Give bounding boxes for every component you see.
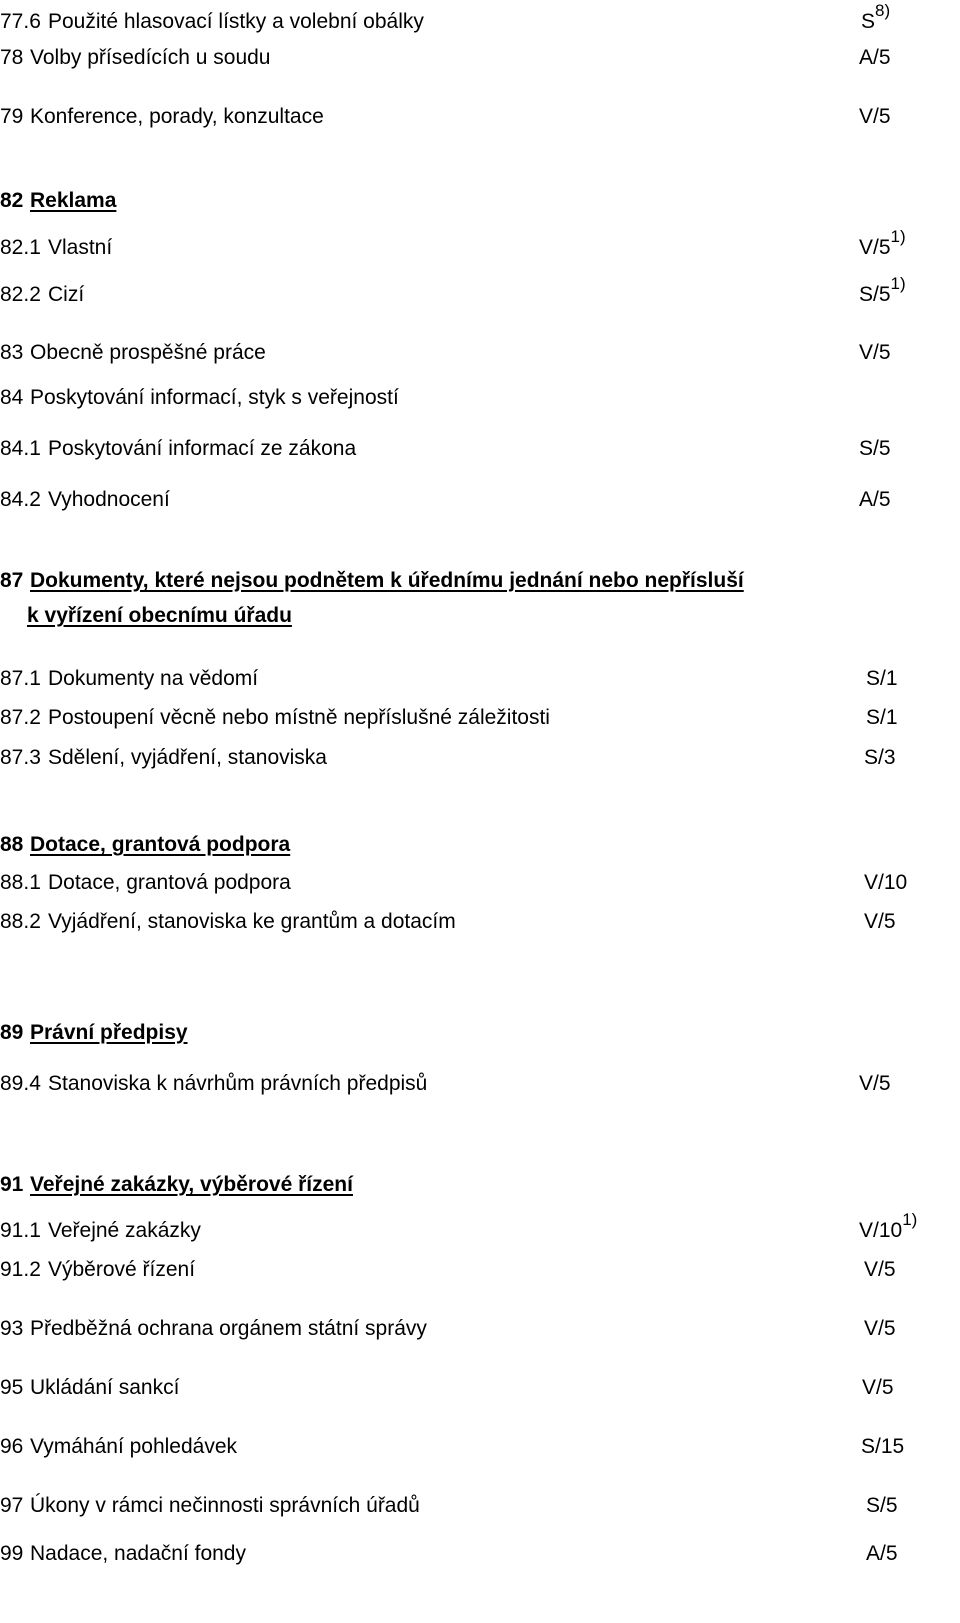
item-label: Konference, porady, konzultace — [30, 105, 324, 128]
retention-code: S/3 — [864, 746, 896, 769]
section-heading — [0, 186, 960, 216]
retention-code: V/5 — [859, 105, 891, 128]
list-item — [0, 434, 960, 464]
section-heading — [0, 830, 960, 860]
retention-code: S/5$^{1)}$ — [859, 274, 906, 306]
retention-code: A/5 — [866, 1542, 898, 1565]
item-number: 91.2 — [0, 1258, 41, 1281]
retention-code: V/10$^{1)}$ — [859, 1210, 918, 1242]
retention-code: A/5 — [859, 46, 891, 69]
retention-code: S/5 — [859, 437, 891, 460]
item-label: Postoupení věcně nebo místně nepříslušné záležitosti — [48, 706, 550, 729]
item-number: 88.1 — [0, 871, 41, 894]
list-item — [0, 338, 960, 368]
item-number: 88 — [0, 833, 24, 856]
footnote-ref: 1) — [902, 1210, 918, 1229]
item-label: Volby přísedících u soudu — [30, 46, 271, 69]
list-item — [0, 1491, 960, 1521]
retention-code: S/15 — [861, 1435, 905, 1458]
section-title: Veřejné zakázky, výběrové řízení — [30, 1173, 353, 1196]
list-item — [0, 1069, 960, 1099]
item-number: 82.1 — [0, 236, 41, 259]
list-item — [0, 664, 960, 694]
section-title: Dotace, grantová podpora — [30, 833, 291, 856]
retention-code: V/5 — [864, 1258, 896, 1281]
item-label: Úkony v rámci nečinnosti správních úřadů — [30, 1494, 420, 1517]
retention-code: V/5 — [864, 1317, 896, 1340]
item-number: 87.3 — [0, 746, 41, 769]
section-title-line2: k vyřízení obecnímu úřadu — [27, 604, 292, 627]
item-label: Nadace, nadační fondy — [30, 1542, 246, 1565]
list-item — [0, 1314, 960, 1344]
item-number: 89 — [0, 1021, 24, 1044]
retention-code: S/1 — [866, 667, 898, 690]
item-label: Vyjádření, stanoviska ke grantům a dotacím — [48, 910, 456, 933]
item-number: 84.2 — [0, 488, 41, 511]
item-label: Vlastní — [48, 236, 113, 259]
list-item — [0, 1539, 960, 1569]
footnote-ref: 8) — [875, 1, 891, 20]
item-number: 87.2 — [0, 706, 41, 729]
list-item — [0, 43, 960, 73]
item-number: 91 — [0, 1173, 24, 1196]
item-number: 96 — [0, 1435, 24, 1458]
list-item — [0, 485, 960, 515]
list-item — [0, 383, 960, 413]
item-label: Ukládání sankcí — [30, 1376, 180, 1399]
section-title: Dokumenty, které nejsou podnětem k úřednímu jednání nebo nepřísluší — [30, 569, 744, 592]
list-item — [0, 907, 960, 937]
item-number: 88.2 — [0, 910, 41, 933]
retention-code: V/5$^{1)}$ — [859, 227, 906, 259]
item-label: Poskytování informací ze zákona — [48, 437, 357, 460]
item-label: Použité hlasovací lístky a volební obálky — [48, 10, 424, 33]
item-label: Dokumenty na vědomí — [48, 667, 259, 690]
section-heading — [0, 1170, 960, 1200]
item-label: Veřejné zakázky — [48, 1219, 201, 1242]
item-number: 84 — [0, 386, 24, 409]
list-item — [0, 1210, 960, 1246]
list-item — [0, 743, 960, 773]
item-number: 95 — [0, 1376, 24, 1399]
list-item — [0, 1373, 960, 1403]
section-heading-continued — [0, 601, 960, 631]
item-number: 79 — [0, 105, 24, 128]
retention-code: S/5 — [866, 1494, 898, 1517]
retention-code: S/1 — [866, 706, 898, 729]
item-number: 77.6 — [0, 10, 41, 33]
item-label: Sdělení, vyjádření, stanoviska — [48, 746, 327, 769]
list-item — [0, 1432, 960, 1462]
retention-code: A/5 — [859, 488, 891, 511]
item-label: Vymáhání pohledávek — [30, 1435, 238, 1458]
item-number: 87 — [0, 569, 24, 592]
list-item — [0, 1255, 960, 1285]
item-label: Stanoviska k návrhům právních předpisů — [48, 1072, 428, 1095]
item-number: 97 — [0, 1494, 24, 1517]
retention-code: V/5 — [862, 1376, 894, 1399]
retention-code: V/10 — [864, 871, 908, 894]
list-item — [0, 274, 960, 310]
item-number: 87.1 — [0, 667, 41, 690]
item-label: Dotace, grantová podpora — [48, 871, 291, 894]
retention-code: V/5 — [859, 1072, 891, 1095]
item-number: 82 — [0, 189, 24, 212]
item-label: Výběrové řízení — [48, 1258, 196, 1281]
retention-code: V/5 — [859, 341, 891, 364]
list-item — [0, 1, 960, 37]
item-label: Obecně prospěšné práce — [30, 341, 266, 364]
footnote-ref: 1) — [890, 227, 906, 246]
item-label: Předběžná ochrana orgánem státní správy — [30, 1317, 427, 1340]
item-number: 99 — [0, 1542, 24, 1565]
item-number: 89.4 — [0, 1072, 41, 1095]
item-label: Poskytování informací, styk s veřejností — [30, 386, 399, 409]
list-item — [0, 703, 960, 733]
list-item — [0, 227, 960, 263]
section-title: Reklama — [30, 189, 117, 212]
item-label: Vyhodnocení — [48, 488, 170, 511]
item-number: 93 — [0, 1317, 24, 1340]
list-item — [0, 868, 960, 898]
item-number: 78 — [0, 46, 24, 69]
section-title: Právní předpisy — [30, 1021, 188, 1044]
list-item — [0, 102, 960, 132]
item-number: 82.2 — [0, 283, 41, 306]
item-number: 83 — [0, 341, 24, 364]
retention-code: V/5 — [864, 910, 896, 933]
footnote-ref: 1) — [890, 274, 906, 293]
item-number: 91.1 — [0, 1219, 41, 1242]
item-number: 84.1 — [0, 437, 41, 460]
section-heading — [0, 566, 960, 596]
item-label: Cizí — [48, 283, 85, 306]
section-heading — [0, 1018, 960, 1048]
retention-code: $S^{8)}$ — [861, 1, 891, 33]
